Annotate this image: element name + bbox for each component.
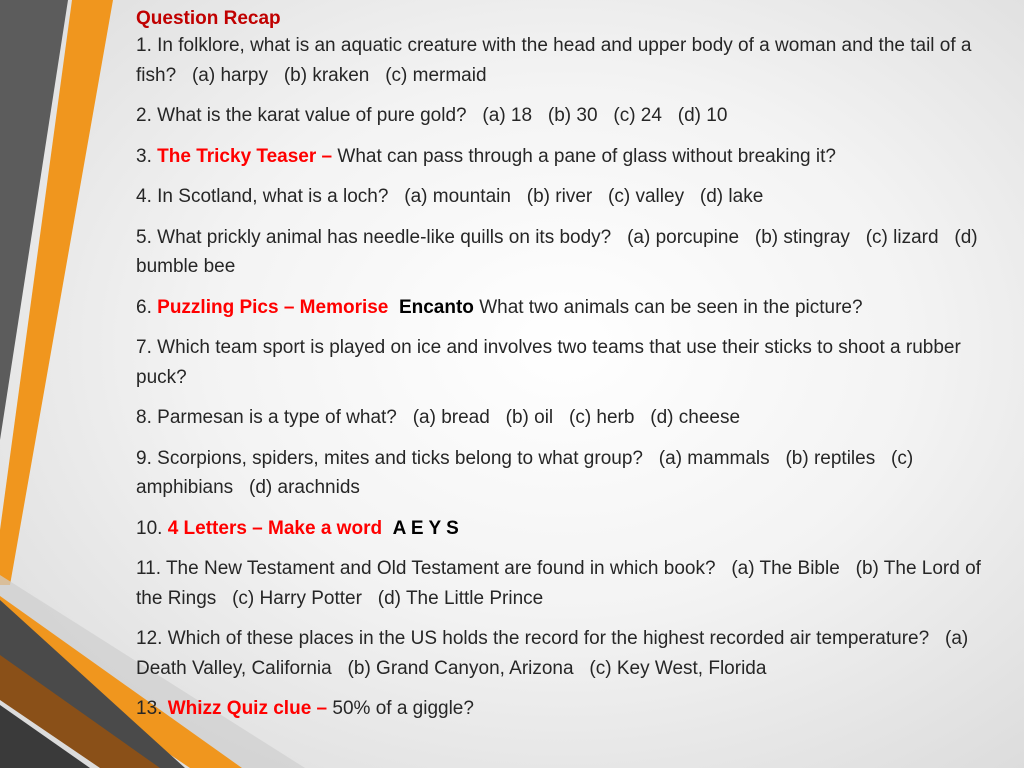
question-text: What is the karat value of pure gold? (a) 18 (b) 30 (c) 24 (d) 10 xyxy=(157,105,728,126)
question-item xyxy=(136,514,998,544)
question-item xyxy=(136,444,998,503)
question-number: 4. xyxy=(136,186,152,207)
question-item xyxy=(136,624,998,683)
question-bold: A E Y S xyxy=(392,517,459,539)
question-item xyxy=(136,403,998,433)
question-text: Which of these places in the US holds the record for the highest recorded air temperature? (a) Death Valley, California (b) Grand Canyon, Arizona (c) Key West, Florida xyxy=(136,628,974,679)
question-number: 7. xyxy=(136,337,152,358)
question-item xyxy=(136,694,998,724)
question-text: What two animals can be seen in the picture? xyxy=(479,296,863,318)
question-list xyxy=(136,31,998,724)
question-text: In folklore, what is an aquatic creature with the head and upper body of a woman and the tail of a fish? (a) harpy (b) kraken (c) mermaid xyxy=(136,35,977,86)
slide-content xyxy=(136,7,998,735)
question-text: What prickly animal has needle-like quills on its body? (a) porcupine (b) stingray (c) lizard (d) bumble bee xyxy=(136,226,983,277)
question-highlight: The Tricky Teaser – xyxy=(157,145,333,167)
question-item xyxy=(136,142,998,172)
slide-title: Question Recap xyxy=(136,8,281,29)
question-number: 6. xyxy=(136,296,152,318)
question-number: 12. xyxy=(136,628,163,649)
question-text: 50% of a giggle? xyxy=(332,698,474,719)
question-number: 13. xyxy=(136,698,163,719)
question-text: Scorpions, spiders, mites and ticks belong to what group? (a) mammals (b) reptiles (c) amphibians (d) arachnids xyxy=(136,447,919,498)
question-item xyxy=(136,293,998,323)
question-highlight: Puzzling Pics – Memorise xyxy=(157,296,389,318)
question-item xyxy=(136,182,998,212)
question-item xyxy=(136,333,998,392)
question-text: In Scotland, what is a loch? (a) mountain (b) river (c) valley (d) lake xyxy=(157,186,764,207)
question-item xyxy=(136,101,998,131)
question-number: 8. xyxy=(136,407,152,428)
question-number: 9. xyxy=(136,447,152,469)
question-highlight: Whizz Quiz clue – xyxy=(167,698,328,719)
question-text: Parmesan is a type of what? (a) bread (b) oil (c) herb (d) cheese xyxy=(157,407,741,428)
question-text: The New Testament and Old Testament are found in which book? (a) The Bible (b) The Lord of the Rings (c) Harry Potter (d) The Little Prince xyxy=(136,558,987,609)
question-number: 1. xyxy=(136,35,152,56)
question-text: What can pass through a pane of glass without breaking it? xyxy=(337,145,836,167)
question-bold: Encanto xyxy=(398,296,474,318)
question-item xyxy=(136,554,998,613)
question-item xyxy=(136,223,998,282)
question-number: 3. xyxy=(136,145,152,167)
question-text: Which team sport is played on ice and involves two teams that use their sticks to shoot a rubber puck? xyxy=(136,337,967,388)
question-number: 10. xyxy=(136,517,163,539)
question-highlight: 4 Letters – Make a word xyxy=(167,517,383,539)
question-item xyxy=(136,31,998,90)
question-number: 11. xyxy=(136,558,162,579)
question-number: 5. xyxy=(136,226,152,248)
question-number: 2. xyxy=(136,105,152,126)
